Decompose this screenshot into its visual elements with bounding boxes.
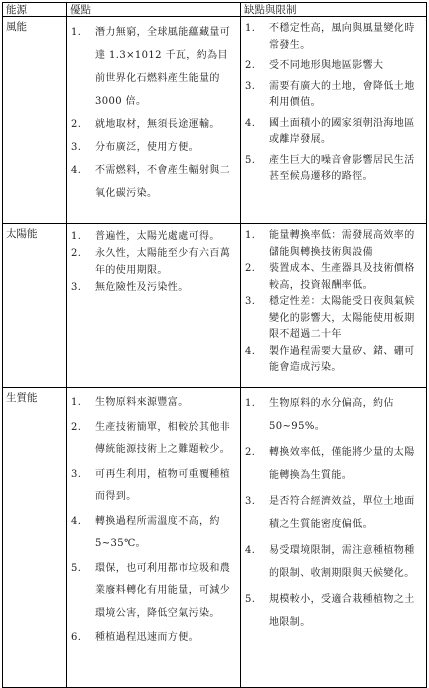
- advantages-list: [67, 224, 240, 300]
- list-item: [245, 539, 422, 585]
- item-text: 普遍性，太陽光處處可得。: [95, 231, 220, 242]
- item-text: 種植過程迅速而方便。: [95, 632, 199, 643]
- item-number: 1.: [245, 398, 256, 409]
- item-text: 易受環境限制，需注意種植物種的限制、收割期限與天候變化。: [269, 545, 415, 579]
- list-item: [71, 279, 236, 296]
- list-item: [245, 79, 422, 112]
- list-item: [71, 464, 236, 509]
- item-text: 就地取材，無須長途運輸。: [95, 119, 220, 130]
- item-text: 永久性，太陽能至少有六百萬年的使用期限。: [95, 248, 231, 276]
- header-advantages: 優點: [67, 3, 241, 17]
- source-cell: 生質能: [3, 388, 67, 688]
- disadvantages-cell: [241, 224, 427, 388]
- list-item: [71, 113, 236, 136]
- item-number: 3.: [71, 468, 82, 480]
- list-item: [245, 294, 422, 344]
- list-item: [245, 228, 422, 261]
- header-row: [3, 3, 427, 17]
- item-number: 2.: [245, 447, 256, 458]
- item-number: 2.: [245, 60, 256, 71]
- item-text: 不穩定性高，風向與風量變化時常發生。: [269, 23, 415, 51]
- list-item: [71, 136, 236, 159]
- advantages-cell: [67, 224, 241, 388]
- item-number: 1.: [245, 230, 256, 241]
- list-item: [245, 344, 422, 377]
- item-number: 2.: [71, 248, 82, 259]
- item-text: 潛力無窮，全球風能蘊藏量可達 1.3×1012 千瓦，約為目前世界化石燃料產生能量的 3000 倍。: [95, 27, 231, 107]
- list-item: [71, 392, 236, 415]
- item-number: 2.: [245, 263, 256, 274]
- list-item: [71, 417, 236, 462]
- item-number: 4.: [245, 345, 256, 357]
- item-number: 3.: [245, 80, 256, 92]
- item-text: 是否符合經濟效益，單位土地面積之生質能密度偏低。: [269, 496, 415, 530]
- item-text: 穩定性差：太陽能受日夜與氣候變化的影響大，太陽能使用板期限不超過二十年: [269, 296, 415, 340]
- item-text: 生物原料的水分偏高，約佔50∼95%。: [269, 398, 394, 432]
- disadvantages-cell: [241, 388, 427, 688]
- list-item: [245, 441, 422, 487]
- source-cell: 太陽能: [3, 224, 67, 388]
- advantages-cell: [67, 17, 241, 224]
- item-text: 能量轉換率低：需發展高效率的儲能與轉換技術與設備: [269, 230, 415, 258]
- list-item: [245, 392, 422, 438]
- list-item: [71, 21, 236, 113]
- item-text: 分布廣泛，使用方便。: [95, 142, 199, 153]
- advantages-list: [67, 388, 240, 656]
- item-text: 無危險性及污染性。: [95, 282, 189, 293]
- disadvantages-list: [241, 17, 426, 194]
- item-number: 1.: [71, 397, 82, 408]
- item-number: 2.: [71, 421, 82, 433]
- item-text: 裝置成本、生產器具及技術價格較高，投資報酬率低。: [269, 263, 415, 291]
- row-wind: [3, 17, 427, 224]
- item-text: 環保，也可利用都市垃圾和農業廢料轉化有用能量，可減少環境公害，降低空氣污染。: [95, 562, 231, 619]
- item-text: 受不同地形與地區影響大: [269, 60, 384, 71]
- list-item: [245, 116, 422, 149]
- item-text: 生產技術簡單，相較於其他非傳統能源技術上之難題較少。: [95, 421, 231, 455]
- advantages-cell: [67, 388, 241, 688]
- item-text: 製作過程需要大量矽、鍺、硼可能會造成污染。: [269, 345, 415, 373]
- item-number: 3.: [71, 142, 82, 153]
- list-item: [245, 21, 422, 54]
- item-text: 不需燃料，不會產生輻射與二氧化碳污染。: [95, 165, 231, 199]
- item-number: 4.: [245, 117, 256, 129]
- item-number: 4.: [245, 545, 256, 556]
- item-number: 2.: [71, 119, 82, 130]
- row-solar: [3, 224, 427, 388]
- item-number: 5.: [71, 562, 82, 574]
- item-number: 6.: [71, 632, 82, 643]
- list-item: [245, 588, 422, 634]
- item-number: 1.: [71, 231, 82, 242]
- item-number: 5.: [245, 594, 256, 605]
- item-number: 1.: [71, 27, 82, 38]
- list-item: [245, 261, 422, 294]
- item-text: 產生巨大的噪音會影響居民生活甚至候鳥遷移的路徑。: [269, 154, 415, 182]
- header-disadvantages: 缺點與限制: [241, 3, 427, 17]
- list-item: [245, 490, 422, 536]
- disadvantages-list: [241, 224, 426, 381]
- source-cell: 風能: [3, 17, 67, 224]
- item-text: 國土面積小的國家須朝沿海地區或離岸發展。: [269, 117, 415, 145]
- list-item: [71, 228, 236, 245]
- disadvantages-list: [241, 388, 426, 641]
- item-text: 轉換過程所需溫度不高，約5∼35℃。: [95, 515, 220, 549]
- list-item: [71, 245, 236, 279]
- item-number: 1.: [245, 23, 256, 34]
- item-text: 規模較小，受適合栽種植物之土地限制。: [269, 594, 415, 628]
- item-number: 3.: [71, 282, 82, 293]
- item-text: 需要有廣大的土地，會降低土地利用價值。: [269, 80, 415, 108]
- item-text: 生物原料來源豐富。: [95, 397, 189, 408]
- advantages-list: [67, 17, 240, 209]
- item-number: 4.: [71, 515, 82, 527]
- list-item: [71, 159, 236, 205]
- energy-comparison-table: [2, 2, 427, 688]
- item-number: 5.: [245, 154, 256, 166]
- header-source: 能源: [3, 3, 67, 17]
- item-number: 3.: [245, 296, 256, 307]
- item-number: 3.: [245, 496, 256, 507]
- list-item: [245, 58, 422, 75]
- list-item: [71, 558, 236, 626]
- item-text: 可再生利用，植物可重覆種植而得到。: [95, 468, 231, 502]
- list-item: [245, 153, 422, 186]
- row-biomass: [3, 388, 427, 688]
- item-number: 4.: [71, 165, 82, 176]
- disadvantages-cell: [241, 17, 427, 224]
- list-item: [71, 627, 236, 650]
- item-text: 轉換效率低，僅能將少量的太陽能轉換為生質能。: [269, 447, 415, 481]
- list-item: [71, 511, 236, 556]
